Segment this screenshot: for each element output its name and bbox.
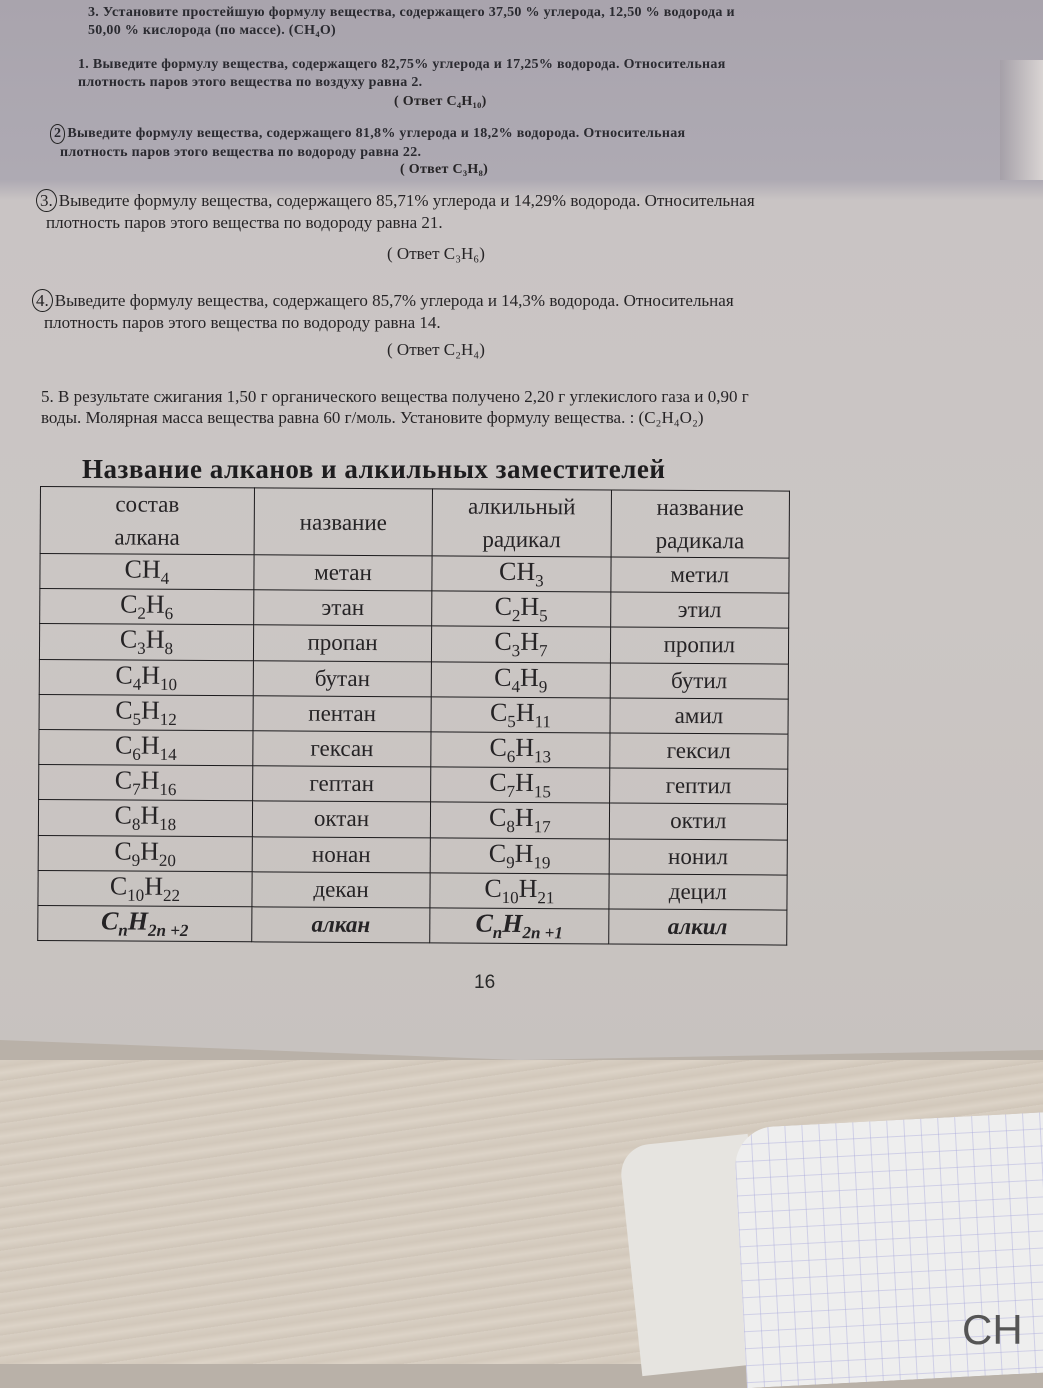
radical-formula: $C_6H_{13}$ <box>431 732 610 768</box>
header-cell: название <box>254 488 433 556</box>
radical-formula: $C_4H_9$ <box>431 661 610 697</box>
table-row <box>38 870 787 910</box>
alkane-formula: $C_{10}H_{22}$ <box>38 870 252 906</box>
page-fold-shadow <box>1000 60 1043 180</box>
alkane-name: этан <box>253 590 432 626</box>
radical-formula: $C_2H_5$ <box>432 591 611 627</box>
alkane-formula: $C_9H_{20}$ <box>38 835 252 871</box>
alkane-name: гексан <box>253 731 432 767</box>
problem-line: плотность паров этого вещества по водороду равна 22. <box>60 144 422 160</box>
alkane-formula: $C_2H_6$ <box>40 589 254 625</box>
problem-line: Выведите формулу вещества, содержащего 85,7% углерода и 14,3% водорода. Относительная <box>54 291 734 310</box>
problem-line: плотность паров этого вещества по водороду равна 14. <box>44 313 441 333</box>
table-row <box>40 554 789 594</box>
table-row-general <box>38 905 787 945</box>
problem-line: воды. Молярная масса вещества равна 60 г/моль. Установите формулу вещества. : (C₂H₄O₂) <box>41 408 704 428</box>
alkane-name: пропан <box>253 625 432 661</box>
table-row <box>38 800 787 840</box>
alkane-formula: $C_4H_{10}$ <box>39 659 253 695</box>
problem-number: 2 <box>50 124 65 144</box>
alkane-name: декан <box>252 871 431 907</box>
header-cell: название радикала <box>611 490 790 558</box>
table-header-row <box>40 487 789 559</box>
alkane-formula: $CH_4$ <box>40 554 254 590</box>
radical-name: метил <box>610 557 789 593</box>
radical-name: амил <box>610 698 789 734</box>
problem-line: 1. Выведите формулу вещества, содержащего 82,75% углерода и 17,25% водорода. Относительная <box>78 57 726 72</box>
radical-name: этил <box>610 592 789 628</box>
radical-name: алкил <box>608 909 787 945</box>
table-row <box>38 835 787 875</box>
table-title: Название алканов и алкильных заместителей <box>82 454 666 484</box>
table-row <box>40 589 789 629</box>
radical-formula: $C_7H_{15}$ <box>431 767 610 803</box>
answer-text: ( Ответ C₂H₄) <box>387 340 485 359</box>
answer-text: ( Ответ C₃H₈) <box>400 162 489 177</box>
alkane-formula: $C_nH_{2n +2}$ <box>38 905 252 941</box>
radical-formula: $CH_3$ <box>432 556 611 592</box>
notebook-handwriting: CH <box>962 1306 1023 1353</box>
header-cell: алкильный радикал <box>432 489 611 557</box>
problem-main-1 <box>32 289 734 334</box>
radical-formula: $C_8H_{17}$ <box>431 802 610 838</box>
table-row <box>39 765 788 805</box>
alkane-formula: $C_8H_{18}$ <box>38 800 252 836</box>
radical-name: бутил <box>610 663 789 699</box>
problem-number: 4. <box>32 289 53 312</box>
alkane-name: бутан <box>253 660 432 696</box>
problem-main-0 <box>36 189 755 234</box>
problem-line: 50,00 % кислорода (по массе). (CH₄O) <box>88 22 337 38</box>
radical-name: октил <box>609 803 788 839</box>
answer-text: ( Ответ C₃H₆) <box>387 244 485 263</box>
radical-formula: $C_nH_{2n +1}$ <box>430 908 609 944</box>
radical-formula: $C_3H_7$ <box>432 626 611 662</box>
problem-line: 5. В результате сжигания 1,50 г органического вещества получено 2,20 г углекислого газа и 0,90 г <box>41 387 749 406</box>
radical-name: пропил <box>610 627 789 663</box>
problem-line: 3. Установите простейшую формулу вещества, содержащего 37,50 % углерода, 12,50 % водорода и <box>88 5 735 20</box>
radical-name: децил <box>609 874 788 910</box>
answer-text: ( Ответ C₄H₁₀) <box>394 94 487 109</box>
problem-line: Выведите формулу вещества, содержащего 81,8% углерода и 18,2% водорода. Относительная <box>67 126 686 141</box>
radical-formula: $C_5H_{11}$ <box>431 697 610 733</box>
alkane-name: метан <box>254 555 433 591</box>
problem-line: плотность паров этого вещества по воздуху равна 2. <box>78 74 423 90</box>
alkane-formula: $C_6H_{14}$ <box>39 729 253 765</box>
header-cell: состав алкана <box>40 487 254 555</box>
problem-line: плотность паров этого вещества по водороду равна 21. <box>46 213 443 233</box>
table-row <box>39 729 788 769</box>
alkane-formula: $C_5H_{12}$ <box>39 694 253 730</box>
radical-name: нонил <box>609 838 788 874</box>
table-row <box>39 659 788 699</box>
alkane-formula: $C_3H_8$ <box>39 624 253 660</box>
alkane-name: октан <box>252 801 431 837</box>
problem-main-2 <box>41 386 749 429</box>
radical-name: гексил <box>609 733 788 769</box>
alkane-table <box>37 486 790 946</box>
problem-top-0 <box>88 4 735 39</box>
problem-top-2 <box>50 124 685 161</box>
alkane-name: алкан <box>252 907 431 943</box>
alkane-name: гептан <box>252 766 431 802</box>
problem-top-1 <box>78 56 726 91</box>
alkane-formula: $C_7H_{16}$ <box>39 765 253 801</box>
alkane-name: пентан <box>253 696 432 732</box>
table-row <box>39 624 788 664</box>
page-number: 16 <box>474 972 496 993</box>
problem-number: 3. <box>36 189 57 212</box>
radical-formula: $C_{10}H_{21}$ <box>430 873 609 909</box>
table-row <box>39 694 788 734</box>
radical-formula: $C_9H_{19}$ <box>430 837 609 873</box>
alkane-name: нонан <box>252 836 431 872</box>
radical-name: гептил <box>609 768 788 804</box>
problem-line: Выведите формулу вещества, содержащего 85,71% углерода и 14,29% водорода. Относительная <box>58 191 755 210</box>
